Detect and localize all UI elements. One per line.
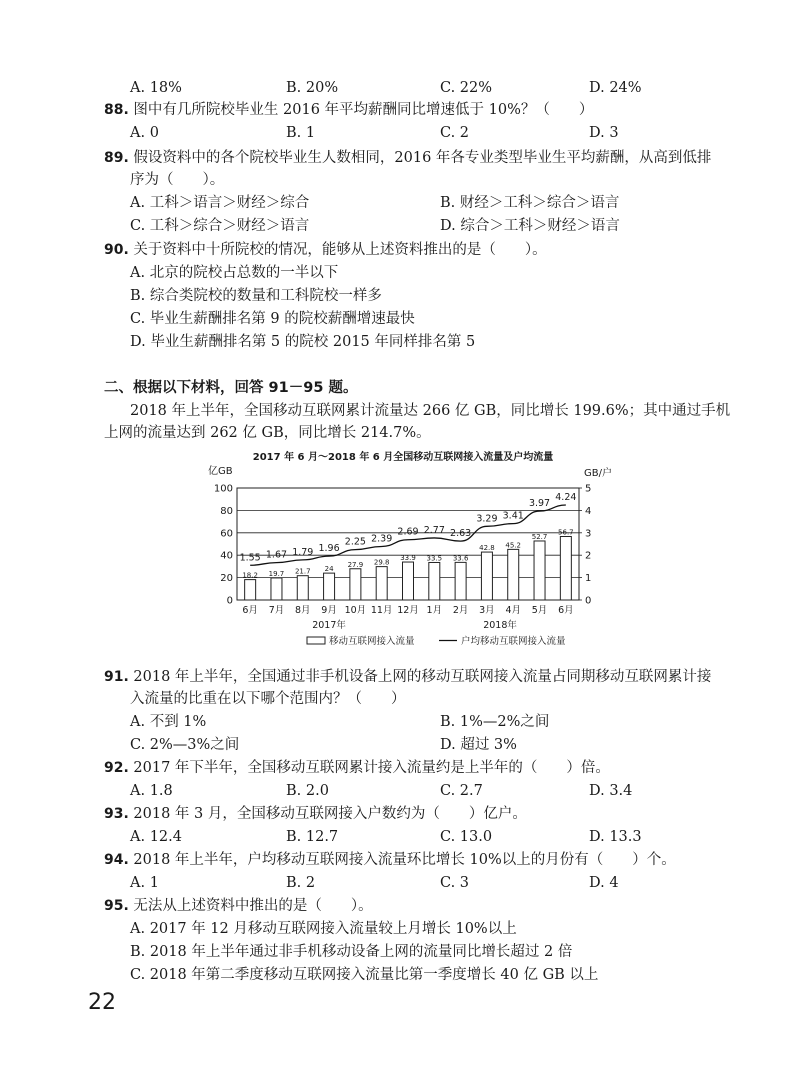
- right-tick-label: 5: [585, 483, 592, 495]
- per-user-label: 1.67: [265, 549, 288, 561]
- q89-stem-line-2: 序为（ ）。: [130, 172, 225, 188]
- section-heading: 二、根据以下材料，回答 91－95 题。: [104, 380, 358, 396]
- traffic-bar: [271, 578, 282, 600]
- traffic-bar: [245, 580, 256, 600]
- left-tick-label: 40: [220, 550, 233, 562]
- per-user-label: 2.77: [423, 524, 445, 536]
- q95-number: 95.: [104, 898, 129, 914]
- q89-option-b: B. 财经＞工科＞综合＞语言: [440, 195, 620, 211]
- q90-stem: 关于资料中十所院校的情况，能够从上述资料推出的是（ ）。: [133, 242, 547, 258]
- q93-stem: 2018 年 3 月，全国移动互联网接入户数约为（ ）亿户。: [133, 806, 527, 822]
- q91-stem-line-1: [104, 667, 711, 687]
- per-user-label: 2.63: [450, 528, 472, 540]
- q91-option-b: B. 1%—2%之间: [440, 714, 550, 730]
- q87-option-c: C. 22%: [440, 80, 493, 96]
- x-tick-label: 6月: [558, 605, 574, 616]
- q87-option-a: A. 18%: [130, 80, 182, 96]
- right-tick-label: 3: [585, 528, 592, 540]
- right-axis-unit: GB/户: [584, 468, 612, 479]
- q91-option-a: A. 不到 1%: [130, 714, 207, 730]
- q88-option-c: C. 2: [440, 125, 470, 141]
- q94-stem: 2018 年上半年，户均移动互联网接入流量环比增长 10%以上的月份有（ ）个。: [133, 852, 676, 868]
- q91-number: 91.: [104, 669, 129, 685]
- traffic-chart: [195, 448, 615, 658]
- x-tick-label: 11月: [370, 605, 393, 616]
- q93-option-a: A. 12.4: [130, 829, 182, 845]
- traffic-bar-label: 33.5: [426, 554, 443, 563]
- per-user-label: 2.39: [371, 533, 393, 545]
- q94-stem-line: [104, 850, 676, 870]
- q91-stem-1: 2018 年上半年，全国通过非手机设备上网的移动互联网接入流量占同期移动互联网累计接: [133, 669, 712, 685]
- left-tick-label: 80: [220, 505, 233, 517]
- traffic-bar: [560, 536, 571, 600]
- per-user-label: 1.55: [239, 552, 261, 564]
- x-tick-label: 7月: [268, 605, 285, 616]
- x-tick-label: 10月: [344, 605, 367, 616]
- traffic-bar-label: 21.7: [294, 567, 311, 576]
- traffic-bar-label: 29.8: [373, 558, 390, 567]
- x-tick-label: 6月: [242, 605, 258, 616]
- per-user-label: 3.41: [502, 510, 524, 522]
- q95-option-b: B. 2018 年上半年通过非手机移动设备上网的流量同比增长超过 2 倍: [130, 944, 573, 960]
- traffic-bar: [534, 541, 545, 600]
- x-tick-label: 12月: [397, 605, 419, 616]
- q92-option-d: D. 3.4: [589, 783, 633, 799]
- per-user-label: 3.97: [528, 498, 551, 510]
- traffic-bar-label: 42.8: [479, 544, 495, 553]
- traffic-bar-label: 18.2: [242, 571, 258, 580]
- q90-option-b: B. 综合类院校的数量和工科院校一样多: [130, 288, 382, 304]
- traffic-bar-label: 52.7: [531, 532, 548, 541]
- q93-option-b: B. 12.7: [286, 829, 339, 845]
- q94-option-d: D. 4: [589, 875, 619, 891]
- x-tick-label: 1月: [426, 605, 443, 616]
- traffic-bar-label: 45.2: [505, 541, 522, 550]
- material-paragraph-line-2: 上网的流量达到 262 亿 GB，同比增长 214.7%。: [104, 425, 431, 441]
- traffic-bar-label: 56.7: [558, 528, 574, 537]
- q88-number: 88.: [104, 102, 129, 118]
- q93-number: 93.: [104, 806, 129, 822]
- q88-option-a: A. 0: [130, 125, 159, 141]
- q88-option-b: B. 1: [286, 125, 316, 141]
- x-tick-label: 5月: [531, 605, 548, 616]
- left-tick-label: 0: [226, 595, 233, 607]
- q88-stem: 图中有几所院校毕业生 2016 年平均薪酬同比增速低于 10%？（ ）: [133, 102, 594, 118]
- q95-stem-line: [104, 896, 373, 916]
- x-tick-label: 2月: [452, 605, 469, 616]
- traffic-bar-label: 27.9: [347, 560, 364, 569]
- left-axis-unit: 亿GB: [208, 466, 233, 477]
- material-paragraph-line-1: 2018 年上半年，全国移动互联网累计流量达 266 亿 GB，同比增长 199.6%；其中通过手机: [130, 403, 731, 419]
- traffic-bar-label: 19.7: [268, 569, 285, 578]
- x-tick-label: 8月: [294, 605, 311, 616]
- per-user-label: 4.24: [555, 492, 577, 504]
- q92-option-c: C. 2.7: [440, 783, 483, 799]
- per-user-label: 1.79: [292, 546, 314, 558]
- q89-number: 89.: [104, 150, 129, 166]
- q87-option-d: D. 24%: [589, 80, 642, 96]
- q91-stem-line-2: 入流量的比重在以下哪个范围内？（ ）: [130, 691, 406, 707]
- q89-option-d: D. 综合＞工科＞财经＞语言: [440, 218, 620, 234]
- q95-option-a: A. 2017 年 12 月移动互联网接入流量较上月增长 10%以上: [130, 921, 517, 937]
- q91-option-d: D. 超过 3%: [440, 737, 517, 753]
- left-tick-label: 60: [220, 528, 233, 540]
- x-tick-label: 9月: [321, 605, 337, 616]
- chart-title: 2017 年 6 月～2018 年 6 月全国移动互联网接入流量及户均流量: [252, 452, 554, 463]
- year-label: 2018年: [483, 620, 517, 631]
- page-number: 22: [88, 990, 116, 1015]
- legend-bar-swatch: [307, 637, 325, 644]
- traffic-bar: [429, 562, 440, 600]
- q90-stem-line: [104, 240, 547, 260]
- x-tick-label: 3月: [479, 605, 495, 616]
- q88-stem-line: [104, 100, 593, 120]
- right-tick-label: 0: [585, 595, 592, 607]
- x-tick-label: 4月: [505, 605, 522, 616]
- q94-option-b: B. 2: [286, 875, 316, 891]
- per-user-label: 3.29: [476, 513, 498, 525]
- traffic-bar: [324, 573, 335, 600]
- right-tick-label: 4: [585, 505, 592, 517]
- q93-option-d: D. 13.3: [589, 829, 642, 845]
- q92-stem-line: [104, 758, 610, 778]
- q87-option-b: B. 20%: [286, 80, 339, 96]
- traffic-bar: [297, 576, 308, 600]
- q93-option-c: C. 13.0: [440, 829, 493, 845]
- traffic-bar-label: 33.6: [452, 554, 469, 563]
- traffic-bar: [508, 549, 519, 600]
- q89-stem-1: 假设资料中的各个院校毕业生人数相同，2016 年各专业类型毕业生平均薪酬，从高到低排: [133, 150, 712, 166]
- per-user-label: 1.96: [318, 543, 340, 555]
- traffic-bar-label: 33.9: [400, 554, 416, 563]
- per-user-label: 2.69: [397, 526, 419, 538]
- right-tick-label: 1: [585, 573, 592, 585]
- right-tick-label: 2: [585, 550, 592, 562]
- year-label: 2017年: [312, 620, 346, 631]
- q92-option-b: B. 2.0: [286, 783, 329, 799]
- legend-bar-label: 移动互联网接入流量: [329, 636, 415, 647]
- q89-option-c: C. 工科＞综合＞财经＞语言: [130, 218, 310, 234]
- left-tick-label: 20: [220, 573, 233, 585]
- q94-number: 94.: [104, 852, 129, 868]
- traffic-bar: [376, 567, 387, 600]
- traffic-bar: [455, 562, 466, 600]
- traffic-bar: [403, 562, 414, 600]
- q90-option-d: D. 毕业生薪酬排名第 5 的院校 2015 年同样排名第 5: [130, 334, 476, 350]
- q94-option-a: A. 1: [130, 875, 159, 891]
- q91-option-c: C. 2%—3%之间: [130, 737, 240, 753]
- traffic-bar-label: 24: [324, 565, 334, 574]
- per-user-label: 2.25: [344, 536, 366, 548]
- q88-option-d: D. 3: [589, 125, 619, 141]
- q95-stem: 无法从上述资料中推出的是（ ）。: [133, 898, 373, 914]
- q90-option-c: C. 毕业生薪酬排名第 9 的院校薪酬增速最快: [130, 311, 415, 327]
- legend-line-label: 户均移动互联网接入流量: [461, 636, 566, 647]
- left-tick-label: 100: [213, 483, 233, 495]
- q89-option-a: A. 工科＞语言＞财经＞综合: [130, 195, 310, 211]
- q92-number: 92.: [104, 760, 129, 776]
- q92-stem: 2017 年下半年，全国移动互联网累计接入流量约是上半年的（ ）倍。: [133, 760, 610, 776]
- traffic-bar: [481, 552, 492, 600]
- q89-stem-line-1: [104, 148, 711, 168]
- q93-stem-line: [104, 804, 527, 824]
- q95-option-c: C. 2018 年第二季度移动互联网接入流量比第一季度增长 40 亿 GB 以上: [130, 967, 599, 983]
- traffic-bar: [350, 569, 361, 600]
- q90-number: 90.: [104, 242, 129, 258]
- q90-option-a: A. 北京的院校占总数的一半以下: [130, 265, 339, 281]
- q92-option-a: A. 1.8: [130, 783, 173, 799]
- q94-option-c: C. 3: [440, 875, 470, 891]
